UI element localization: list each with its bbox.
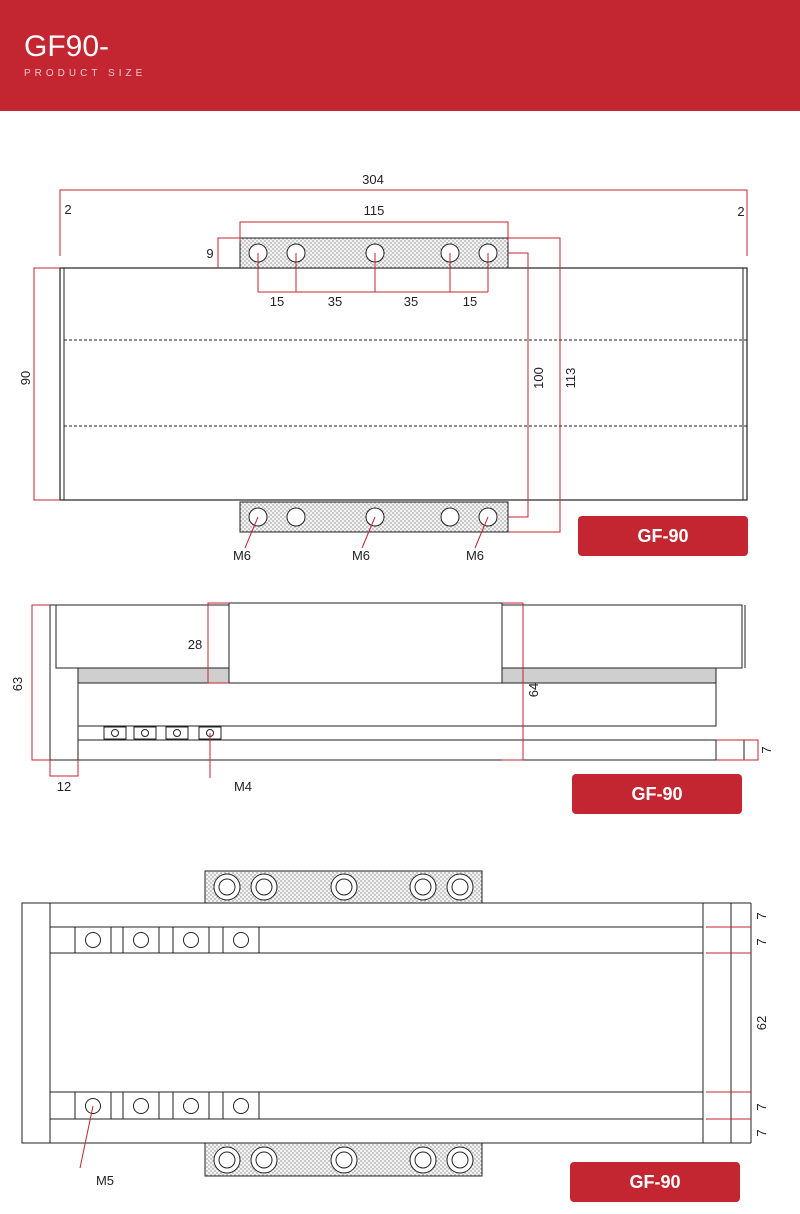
dim-bv-edge-1: 7	[754, 912, 769, 920]
dim-bv-edge-3: 7	[754, 1103, 769, 1111]
side-rail-body	[78, 683, 716, 726]
thread-label-side: M4	[233, 779, 253, 794]
dim-end-right: 2	[737, 204, 745, 219]
dim-hole-spacing-3: 35	[403, 294, 419, 309]
model-badge-bottom: GF-90	[570, 1162, 740, 1202]
dim-rail-height: 64	[526, 682, 541, 698]
dim-overall-length: 304	[362, 172, 384, 187]
thread-label-top-3: M6	[465, 548, 485, 563]
thread-label-top-2: M6	[351, 548, 371, 563]
dim-carriage-length: 113	[563, 367, 578, 389]
side-view	[10, 603, 774, 794]
bottom-view	[22, 871, 769, 1188]
side-end-cap-left	[56, 605, 230, 668]
bv-end-plate	[703, 903, 751, 1143]
dim-bv-middle: 62	[754, 1015, 769, 1031]
thread-label-bottom: M5	[95, 1173, 115, 1188]
model-badge-side: GF-90	[572, 774, 742, 814]
side-cover-strip-right	[502, 668, 716, 683]
dim-bv-edge-2: 7	[754, 938, 769, 946]
bottom-hole-4	[441, 508, 459, 526]
side-cover-strip-left	[78, 668, 229, 683]
dim-hole-spacing-2: 35	[327, 294, 343, 309]
top-view	[18, 172, 747, 563]
dim-rail-thickness: 7	[759, 746, 774, 754]
model-badge-top: GF-90	[578, 516, 748, 556]
dim-body-height: 90	[18, 370, 33, 386]
side-slot-row	[104, 727, 221, 739]
side-carriage	[229, 603, 502, 683]
side-rail-base	[78, 740, 716, 760]
dim-hole-spacing-1: 15	[269, 294, 285, 309]
side-end-cap-right	[502, 605, 742, 668]
dim-carriage-offset: 9	[206, 246, 214, 261]
dim-hole-spacing-4: 15	[462, 294, 478, 309]
dim-overall-height: 63	[10, 676, 25, 692]
dim-carriage-height: 28	[187, 637, 203, 652]
dim-end-left: 2	[64, 202, 72, 217]
dim-base-width: 12	[56, 779, 72, 794]
dim-bv-edge-4: 7	[754, 1129, 769, 1137]
page-subtitle: PRODUCT SIZE	[24, 68, 147, 79]
bottom-hole-2	[287, 508, 305, 526]
dim-hole-span: 100	[531, 367, 546, 389]
page-title: GF90-	[24, 30, 110, 63]
dim-carriage-width: 115	[363, 203, 385, 218]
side-base-right	[716, 740, 744, 760]
thread-label-top-1: M6	[232, 548, 252, 563]
